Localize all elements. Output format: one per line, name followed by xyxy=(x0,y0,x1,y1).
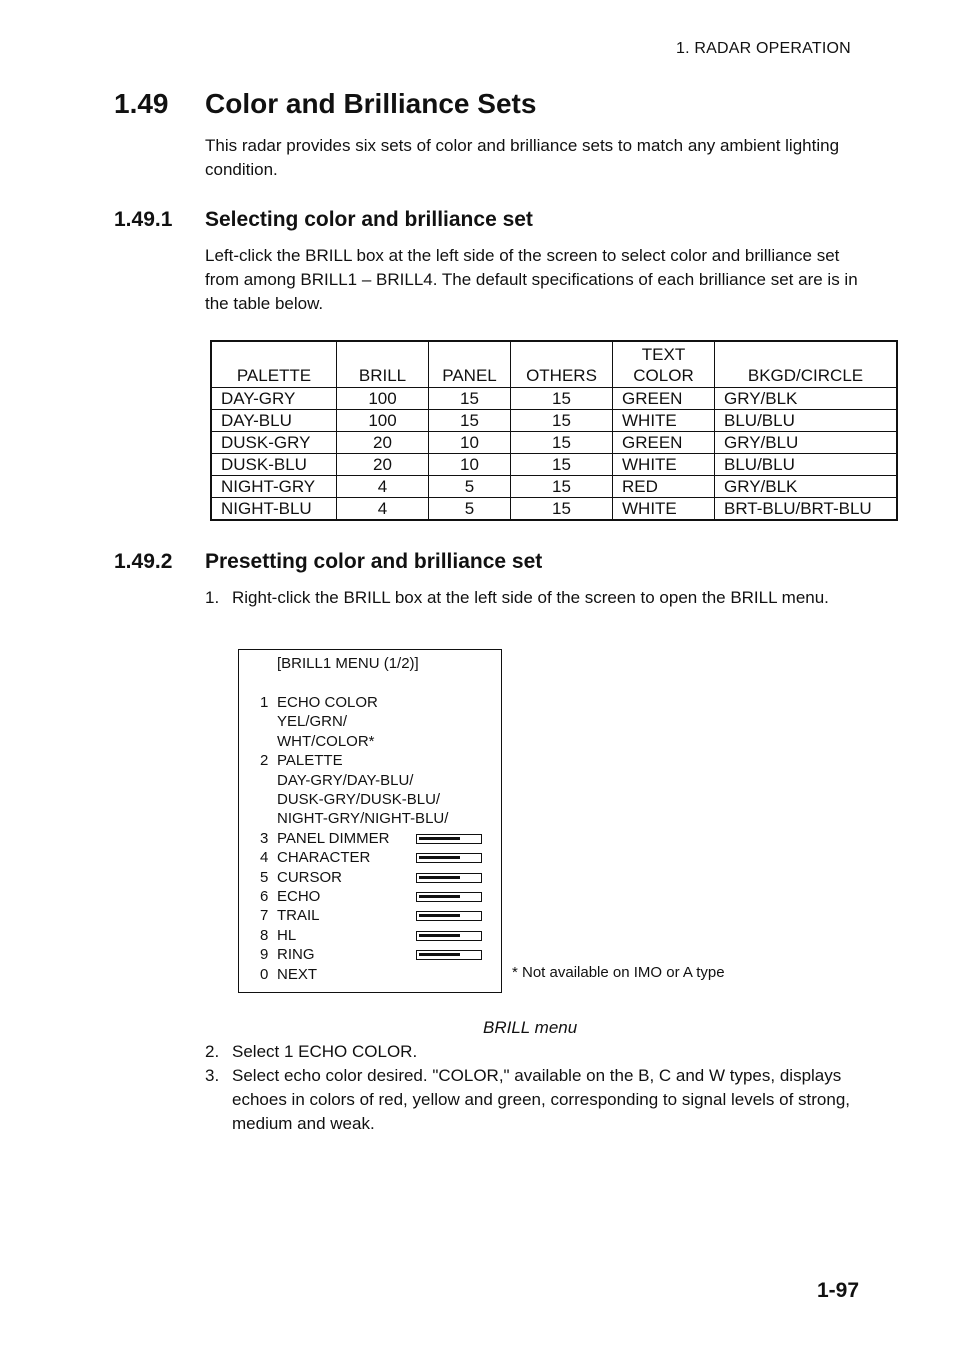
brilliance-level-fill xyxy=(419,876,460,879)
step-number: 2. xyxy=(205,1042,220,1061)
brilliance-level-fill xyxy=(419,837,460,840)
table-cell: 100 xyxy=(337,410,429,432)
brilliance-level-fill xyxy=(419,856,460,859)
menu-option-line: NIGHT-GRY/NIGHT-BLU/ xyxy=(277,810,449,828)
table-row xyxy=(211,388,897,410)
brilliance-level-bar[interactable] xyxy=(416,892,482,902)
step-number: 1. xyxy=(205,588,220,607)
table-cell: 10 xyxy=(429,432,511,454)
table-row xyxy=(211,410,897,432)
table-cell: 10 xyxy=(429,454,511,476)
subsection-body-1: Left-click the BRILL box at the left side of the screen to select color and brilliance set from among BRILL1 – BRILL4. The default specifications of each brilliance set are is in the table below. xyxy=(205,246,858,313)
brilliance-level-fill xyxy=(419,953,460,956)
column-header: BKGD/CIRCLE xyxy=(715,341,898,388)
menu-item-label[interactable]: ECHO COLOR xyxy=(277,694,378,711)
table-cell: WHITE xyxy=(613,410,715,432)
column-header-line: TEXT xyxy=(641,345,686,364)
table-cell: 15 xyxy=(511,432,613,454)
table-cell: BLU/BLU xyxy=(715,410,898,432)
table-cell: DUSK-GRY xyxy=(211,432,337,454)
menu-item-label[interactable]: CHARACTER xyxy=(277,849,371,867)
table-row xyxy=(211,454,897,476)
table-cell: 20 xyxy=(337,432,429,454)
table-cell: 4 xyxy=(337,498,429,521)
table-cell: 100 xyxy=(337,388,429,410)
brilliance-level-bar[interactable] xyxy=(416,950,482,960)
table-cell: RED xyxy=(613,476,715,498)
step-text: Right-click the BRILL box at the left side of the screen to open the BRILL menu. xyxy=(232,588,829,607)
table-cell: NIGHT-BLU xyxy=(211,498,337,521)
section-heading xyxy=(114,88,536,120)
menu-item-label[interactable]: NEXT xyxy=(277,965,318,983)
brill-menu xyxy=(238,649,502,993)
table-cell: 15 xyxy=(511,476,613,498)
menu-item-number: 8 xyxy=(260,926,269,944)
table-cell: GRY/BLK xyxy=(715,388,898,410)
menu-item-number: 2 xyxy=(260,752,269,770)
section-title: Color and Brilliance Sets xyxy=(205,88,537,119)
table-cell: GRY/BLU xyxy=(715,432,898,454)
table-cell: 20 xyxy=(337,454,429,476)
menu-option-line: DAY-GRY/DAY-BLU/ xyxy=(277,771,414,789)
step-text: Select echo color desired. "COLOR," available on the B, C and W types, displays echoes in colors of red, yellow and green, corresponding to signal levels of strong, medium and weak. xyxy=(232,1066,851,1133)
table-cell: DAY-GRY xyxy=(211,388,337,410)
menu-option-line: WHT/COLOR* xyxy=(277,732,375,750)
table-cell: WHITE xyxy=(613,498,715,521)
brilliance-level-bar[interactable] xyxy=(416,911,482,921)
column-header-text-color xyxy=(613,341,715,388)
column-header: BRILL xyxy=(337,341,429,388)
menu-item-label[interactable]: PANEL DIMMER xyxy=(277,829,390,847)
subsection-number-1: 1.49.1 xyxy=(114,208,173,231)
brilliance-level-fill xyxy=(419,895,460,898)
table-cell: BLU/BLU xyxy=(715,454,898,476)
brilliance-level-bar[interactable] xyxy=(416,931,482,941)
figure-caption: BRILL menu xyxy=(483,1018,578,1037)
table-cell: 15 xyxy=(511,388,613,410)
table-cell: GREEN xyxy=(613,388,715,410)
menu-item-label[interactable]: RING xyxy=(277,946,315,964)
menu-item-number: 3 xyxy=(260,829,269,847)
table-cell: 15 xyxy=(511,410,613,432)
menu-item-number: 6 xyxy=(260,888,269,905)
table-cell: NIGHT-GRY xyxy=(211,476,337,498)
table-cell: 5 xyxy=(429,498,511,521)
step-2 xyxy=(205,1040,855,1064)
menu-option-line: YEL/GRN/ xyxy=(277,713,348,731)
subsection-heading-1 xyxy=(114,208,533,232)
column-header: PALETTE xyxy=(211,341,337,388)
table-cell: 15 xyxy=(429,388,511,410)
menu-item-number: 1 xyxy=(260,694,269,711)
table-cell: 4 xyxy=(337,476,429,498)
table-header-row xyxy=(211,341,897,388)
menu-item-number: 9 xyxy=(260,946,269,964)
table-cell: DAY-BLU xyxy=(211,410,337,432)
brilliance-level-fill xyxy=(419,914,460,917)
step-1 xyxy=(205,586,855,610)
menu-item-label[interactable]: PALETTE xyxy=(277,752,343,770)
brilliance-level-bar[interactable] xyxy=(416,834,482,844)
subsection-number-2: 1.49.2 xyxy=(114,550,173,573)
brilliance-table xyxy=(210,340,898,521)
running-head: 1. RADAR OPERATION xyxy=(676,40,851,57)
table-cell: GRY/BLK xyxy=(715,476,898,498)
step-text: Select 1 ECHO COLOR. xyxy=(232,1042,418,1061)
menu-option-line: DUSK-GRY/DUSK-BLU/ xyxy=(277,791,441,808)
subsection-title-1: Selecting color and brilliance set xyxy=(205,208,533,231)
table-cell: GREEN xyxy=(613,432,715,454)
menu-item-label[interactable]: ECHO xyxy=(277,888,321,905)
menu-item-number: 7 xyxy=(260,907,269,925)
step-number: 3. xyxy=(205,1066,220,1085)
section-intro: This radar provides six sets of color and brilliance sets to match any ambient lighting condition. xyxy=(205,136,840,179)
table-cell: BRT-BLU/BRT-BLU xyxy=(715,498,898,521)
table-cell: DUSK-BLU xyxy=(211,454,337,476)
column-header: OTHERS xyxy=(511,341,613,388)
subsection-heading-2 xyxy=(114,550,542,574)
subsection-title-2: Presetting color and brilliance set xyxy=(205,550,543,573)
table-cell: 15 xyxy=(511,454,613,476)
brilliance-level-bar[interactable] xyxy=(416,853,482,863)
table-row xyxy=(211,476,897,498)
menu-item-label[interactable]: CURSOR xyxy=(277,868,343,886)
table-cell: 15 xyxy=(429,410,511,432)
menu-item-label[interactable]: TRAIL xyxy=(277,907,320,925)
menu-item-number: 5 xyxy=(260,868,269,886)
table-cell: 5 xyxy=(429,476,511,498)
section-number: 1.49 xyxy=(114,88,169,119)
step-3 xyxy=(205,1064,855,1136)
column-header-line: COLOR xyxy=(633,366,694,385)
table-cell: WHITE xyxy=(613,454,715,476)
page-number: 1-97 xyxy=(817,1279,860,1302)
menu-item-number: 4 xyxy=(260,849,269,867)
column-header: PANEL xyxy=(429,341,511,388)
table-row xyxy=(211,498,897,521)
brilliance-level-fill xyxy=(419,934,460,937)
menu-title: [BRILL1 MENU (1/2)] xyxy=(277,655,419,672)
steps-continued xyxy=(205,1040,855,1136)
table-cell: 15 xyxy=(511,498,613,521)
menu-item-label[interactable]: HL xyxy=(277,926,297,944)
brilliance-level-bar[interactable] xyxy=(416,873,482,883)
menu-footnote: * Not available on IMO or A type xyxy=(512,964,725,981)
table-row xyxy=(211,432,897,454)
menu-item-number: 0 xyxy=(260,965,269,983)
